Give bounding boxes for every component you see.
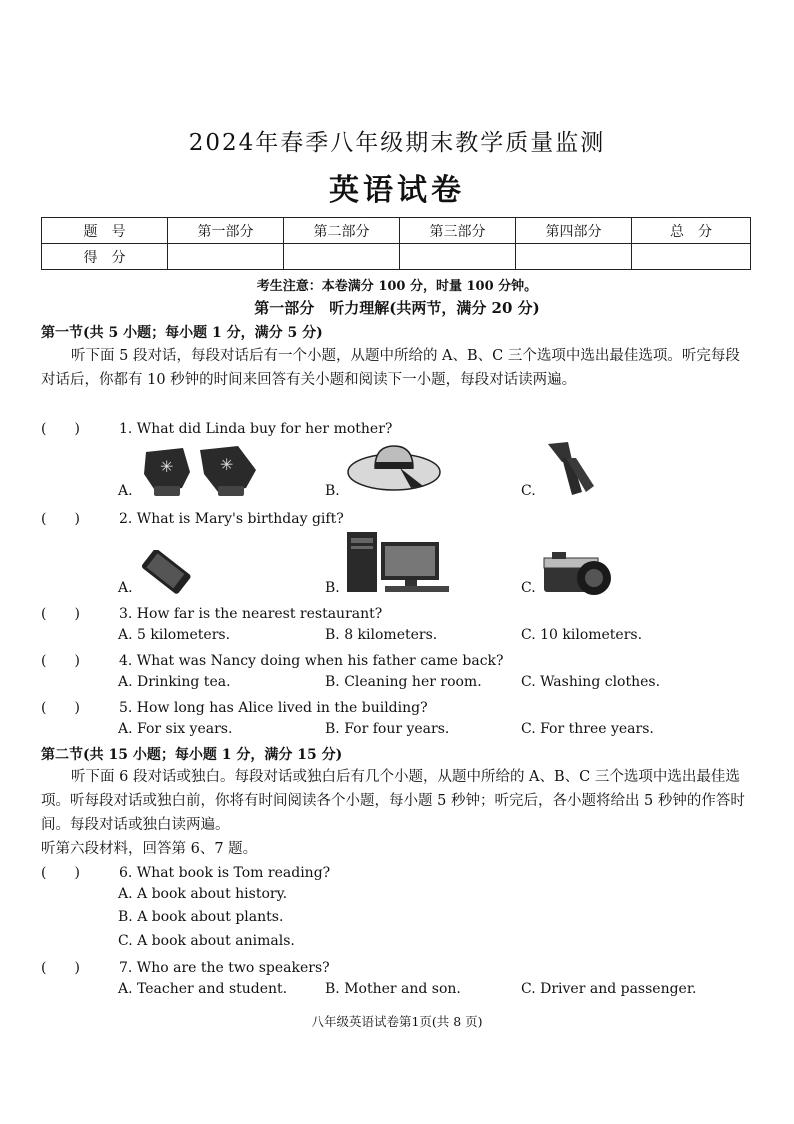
option-4c: C. Washing clothes. bbox=[521, 674, 661, 690]
option-2a-label: A. bbox=[118, 580, 133, 596]
score-row-label: 得 分 bbox=[42, 244, 168, 270]
option-2b-label: B. bbox=[325, 580, 340, 596]
answer-blank[interactable]: ( ) bbox=[41, 960, 80, 976]
question-text: 7. Who are the two speakers? bbox=[119, 960, 330, 976]
score-header-cell: 第四部分 bbox=[516, 218, 632, 244]
option-7c: C. Driver and passenger. bbox=[521, 981, 697, 997]
score-table bbox=[41, 217, 751, 270]
option-5a: A. For six years. bbox=[118, 721, 233, 737]
option-5c: C. For three years. bbox=[521, 721, 654, 737]
question-1 bbox=[41, 418, 392, 438]
option-6a: A. A book about history. bbox=[118, 886, 288, 902]
answer-blank[interactable]: ( ) bbox=[41, 511, 80, 527]
score-cell[interactable] bbox=[516, 244, 632, 270]
part1-heading: 第一部分 听力理解(共两节，满分 20 分) bbox=[254, 299, 540, 317]
answer-blank[interactable]: ( ) bbox=[41, 653, 80, 669]
score-header-cell: 第三部分 bbox=[400, 218, 516, 244]
option-3c: C. 10 kilometers. bbox=[521, 627, 643, 643]
svg-text:✳: ✳ bbox=[220, 455, 234, 474]
page-footer: 八年级英语试卷第1页(共 8 页) bbox=[311, 1014, 483, 1029]
section1-heading: 第一节(共 5 小题；每小题 1 分，满分 5 分) bbox=[41, 325, 323, 341]
question-7 bbox=[41, 957, 330, 977]
hat-icon bbox=[345, 440, 443, 495]
question-2 bbox=[41, 508, 344, 528]
score-table-header-row bbox=[42, 218, 751, 244]
score-cell[interactable] bbox=[284, 244, 400, 270]
question-text: 5. How long has Alice lived in the building? bbox=[119, 700, 428, 716]
option-5b: B. For four years. bbox=[325, 721, 450, 737]
question-4 bbox=[41, 650, 504, 670]
option-1a-label: A. bbox=[118, 483, 133, 499]
answer-blank[interactable]: ( ) bbox=[41, 700, 80, 716]
option-3a: A. 5 kilometers. bbox=[118, 627, 231, 643]
option-7a: A. Teacher and student. bbox=[118, 981, 288, 997]
question-5 bbox=[41, 697, 428, 717]
svg-text:✳: ✳ bbox=[160, 457, 174, 476]
question-text: 4. What was Nancy doing when his father came back? bbox=[119, 653, 504, 669]
exam-title: 2024年春季八年级期末教学质量监测 bbox=[188, 130, 606, 156]
answer-blank[interactable]: ( ) bbox=[41, 421, 80, 437]
score-header-cell: 总 分 bbox=[632, 218, 751, 244]
phone-icon bbox=[140, 550, 195, 594]
option-4b: B. Cleaning her room. bbox=[325, 674, 482, 690]
question-text: 2. What is Mary's birthday gift? bbox=[119, 511, 344, 527]
question-3 bbox=[41, 603, 382, 623]
camera-icon bbox=[542, 550, 614, 596]
question-6 bbox=[41, 862, 330, 882]
section1-instructions: 听下面 5 段对话，每段对话后有一个小题，从题中所给的 A、B、C 三个选项中选出最佳选项。听完每段对话后，你都有 10 秒钟的时间来回答有关小题和阅读下一小题，每段对话读两遍。 bbox=[41, 348, 740, 388]
exam-subtitle: 英语试卷 bbox=[329, 173, 465, 208]
option-6b: B. A book about plants. bbox=[118, 909, 284, 925]
section2-material: 听第六段材料，回答第 6、7 题。 bbox=[41, 841, 258, 857]
option-1c-label: C. bbox=[521, 483, 536, 499]
option-4a: A. Drinking tea. bbox=[118, 674, 231, 690]
score-cell[interactable] bbox=[632, 244, 751, 270]
exam-notice: 考生注意：本卷满分 100 分，时量 100 分钟。 bbox=[256, 279, 538, 294]
scarf-icon bbox=[540, 440, 600, 498]
score-header-cell: 题 号 bbox=[42, 218, 168, 244]
section2-heading: 第二节(共 15 小题；每小题 1 分，满分 15 分) bbox=[41, 747, 343, 763]
option-2c-label: C. bbox=[521, 580, 536, 596]
answer-blank[interactable]: ( ) bbox=[41, 606, 80, 622]
question-text: 3. How far is the nearest restaurant? bbox=[119, 606, 383, 622]
answer-blank[interactable]: ( ) bbox=[41, 865, 80, 881]
score-cell[interactable] bbox=[168, 244, 284, 270]
section2-instructions: 听下面 6 段对话或独白。每段对话或独白后有几个小题，从题中所给的 A、B、C 三个选项中选出最佳选项。听每段对话或独白前，你将有时间阅读各个小题，每小题 5 秒钟；听完后，各小题将给出 5 秒钟的作答时间。每段对话或独白读两遍。 bbox=[41, 769, 745, 833]
score-cell[interactable] bbox=[400, 244, 516, 270]
score-table-score-row bbox=[42, 244, 751, 270]
question-text: 6. What book is Tom reading? bbox=[119, 865, 331, 881]
gloves-icon bbox=[138, 440, 263, 500]
option-3b: B. 8 kilometers. bbox=[325, 627, 438, 643]
option-1b-label: B. bbox=[325, 483, 340, 499]
score-header-cell: 第一部分 bbox=[168, 218, 284, 244]
option-6c: C. A book about animals. bbox=[118, 933, 295, 949]
computer-icon bbox=[345, 530, 453, 594]
question-text: 1. What did Linda buy for her mother? bbox=[119, 421, 393, 437]
score-header-cell: 第二部分 bbox=[284, 218, 400, 244]
option-7b: B. Mother and son. bbox=[325, 981, 461, 997]
